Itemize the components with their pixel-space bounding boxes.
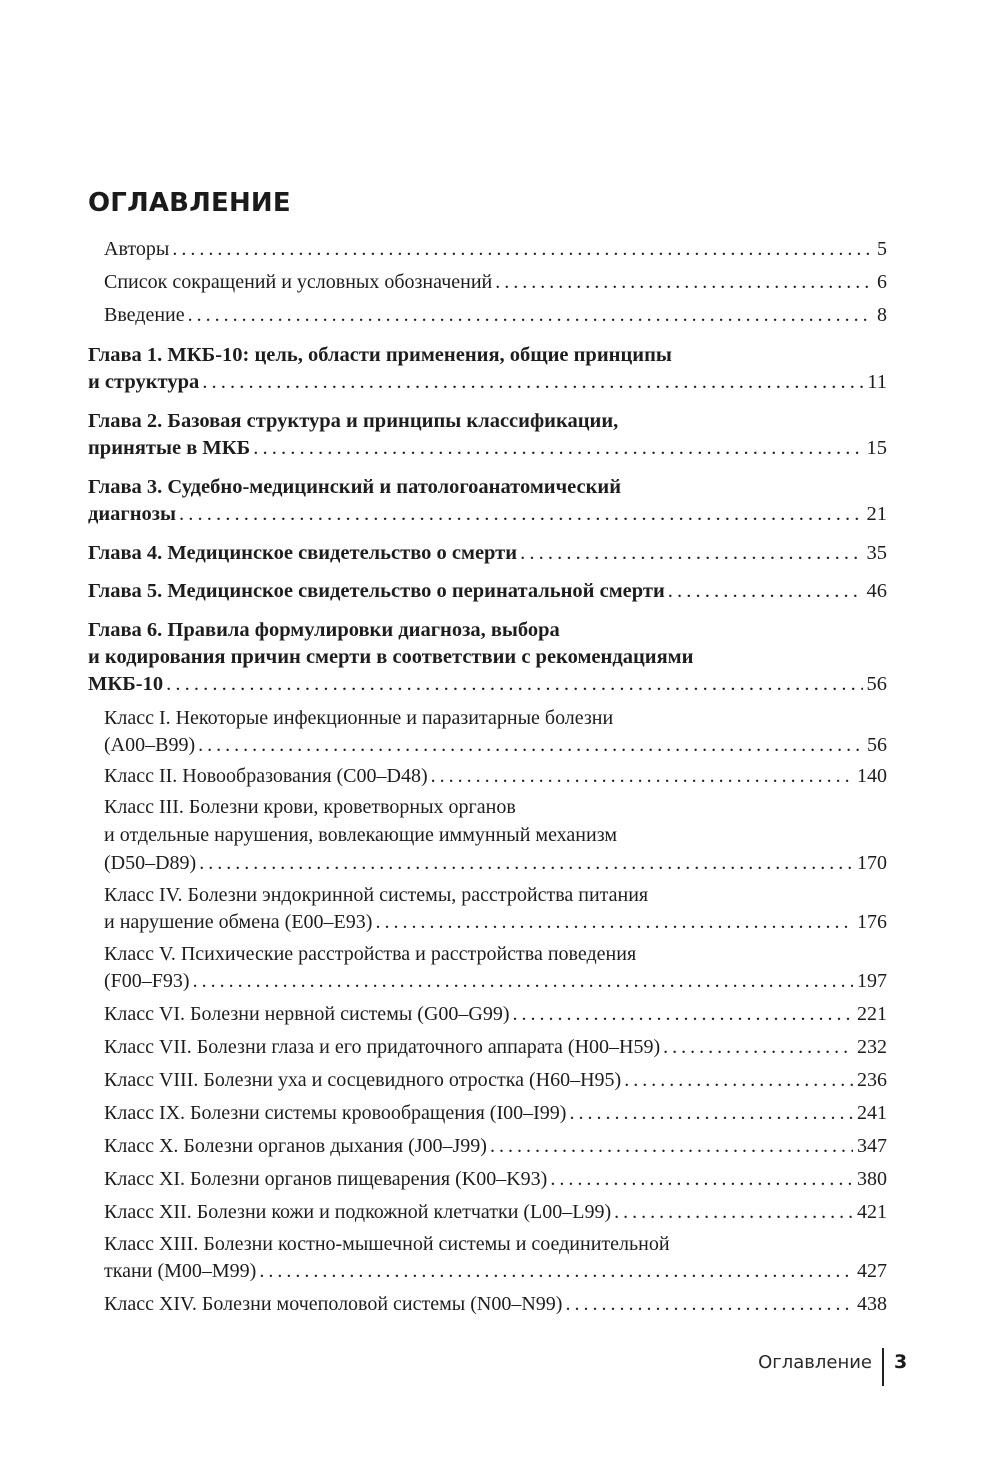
dot-leader [259, 1257, 853, 1285]
toc-entry-title: Введение [104, 304, 185, 326]
toc-page-number: 56 [867, 734, 887, 756]
dot-leader [188, 301, 873, 329]
toc-entry-class-4[interactable] [104, 908, 887, 936]
dot-leader [253, 434, 862, 462]
toc-entry-title: Глава 4. Медицинское свидетельство о смерти [88, 542, 518, 564]
dot-leader [495, 268, 873, 296]
toc-entry-title: диагнозы [88, 503, 177, 525]
footer-divider [882, 1348, 884, 1386]
toc-page-number: 241 [857, 1102, 887, 1124]
toc-entry-class-1[interactable] [104, 731, 887, 759]
dot-leader [520, 539, 862, 567]
toc-entry-title: Класс II. Новообразования (C00–D48) [104, 765, 428, 787]
toc-page-number: 6 [877, 271, 887, 293]
toc-page-number: 21 [866, 503, 887, 525]
dot-leader [565, 1290, 853, 1318]
toc-entry-title: и структура [88, 371, 200, 393]
toc-entry-class-6[interactable] [104, 1000, 887, 1028]
toc-chapter-2-line1[interactable]: Глава 2. Базовая структура и принципы классификации, [88, 410, 619, 432]
toc-entry-chapter-3[interactable] [88, 500, 887, 528]
toc-entry-title: (D50–D89) [104, 852, 197, 874]
toc-entry-class-7[interactable] [104, 1033, 887, 1061]
footer-page-number: 3 [894, 1351, 908, 1373]
toc-entry-title: МКБ-10 [88, 673, 164, 695]
dot-leader [668, 577, 863, 605]
toc-class-1-line1[interactable]: Класс I. Некоторые инфекционные и паразитарные болезни [104, 707, 614, 729]
toc-class-3-line2[interactable]: и отдельные нарушения, вовлекающие иммунный механизм [104, 824, 617, 846]
dot-leader [624, 1066, 853, 1094]
toc-page-number: 176 [857, 911, 887, 933]
toc-page-number: 380 [857, 1168, 887, 1190]
toc-class-4-line1[interactable]: Класс IV. Болезни эндокринной системы, расстройства питания [104, 884, 649, 906]
dot-leader [199, 849, 853, 877]
toc-page-number: 347 [857, 1135, 887, 1157]
dot-leader [166, 670, 862, 698]
toc-page-number: 35 [866, 542, 887, 564]
dot-leader [663, 1033, 853, 1061]
toc-page-number: 236 [857, 1069, 887, 1091]
toc-entry-title: (F00–F93) [104, 970, 190, 992]
toc-entry-chapter-6[interactable] [88, 670, 887, 698]
toc-class-13-line1[interactable]: Класс XIII. Болезни костно-мышечной системы и соединительной [104, 1233, 670, 1255]
toc-entry-title: Список сокращений и условных обозначений [104, 271, 493, 293]
toc-page-number: 197 [857, 970, 887, 992]
toc-entry-chapter-4[interactable] [88, 539, 887, 567]
toc-entry-title: Класс IX. Болезни системы кровообращения (I00–I99) [104, 1102, 567, 1124]
toc-entry-class-2[interactable] [104, 762, 887, 790]
dot-leader [431, 762, 853, 790]
toc-entry-class-11[interactable] [104, 1165, 887, 1193]
toc-entry-title: Глава 5. Медицинское свидетельство о перинатальной смерти [88, 580, 665, 602]
dot-leader [375, 908, 853, 936]
toc-page-number: 8 [877, 304, 887, 326]
dot-leader [193, 967, 853, 995]
toc-entry-title: Класс X. Болезни органов дыхания (J00–J99) [104, 1135, 487, 1157]
dot-leader [179, 500, 862, 528]
toc-entry-class-14[interactable] [104, 1290, 887, 1318]
toc-page-number: 11 [867, 371, 887, 393]
toc-page-number: 15 [866, 437, 887, 459]
dot-leader [172, 235, 873, 263]
toc-page-number: 427 [857, 1260, 887, 1282]
toc-entry-title: Класс XIV. Болезни мочеполовой системы (N00–N99) [104, 1293, 563, 1315]
toc-chapter-6-line1[interactable]: Глава 6. Правила формулировки диагноза, выбора [88, 619, 560, 641]
toc-chapter-3-line1[interactable]: Глава 3. Судебно-медицинский и патологоанатомический [88, 476, 622, 498]
toc-entry-title: Авторы [104, 238, 170, 260]
dot-leader [513, 1000, 854, 1028]
toc-page-number: 438 [857, 1293, 887, 1315]
toc-entry-title: принятые в МКБ [88, 437, 251, 459]
toc-page-number: 221 [857, 1003, 887, 1025]
toc-chapter-1-line1[interactable]: Глава 1. МКБ-10: цель, области применения, общие принципы [88, 344, 672, 366]
toc-page-number: 421 [857, 1201, 887, 1223]
dot-leader [202, 368, 863, 396]
toc-entry-title: Класс XI. Болезни органов пищеварения (K00–K93) [104, 1168, 548, 1190]
toc-entry-class-12[interactable] [104, 1198, 887, 1226]
dot-leader [198, 731, 863, 759]
footer-section-title: Оглавление [758, 1352, 872, 1373]
toc-entry-class-9[interactable] [104, 1099, 887, 1127]
toc-entry-class-13[interactable] [104, 1257, 887, 1285]
toc-chapter-6-line2[interactable]: и кодирования причин смерти в соответствии с рекомендациями [88, 646, 694, 668]
toc-entry-title: Класс VIII. Болезни уха и сосцевидного отростка (H60–H95) [104, 1069, 622, 1091]
toc-entry-title: и нарушение обмена (E00–E93) [104, 911, 373, 933]
running-footer [760, 1348, 920, 1384]
toc-entry-class-5[interactable] [104, 967, 887, 995]
dot-leader [614, 1198, 853, 1226]
toc-entry-title: Класс VII. Болезни глаза и его придаточного аппарата (H00–H59) [104, 1036, 661, 1058]
toc-entry-title: ткани (M00–M99) [104, 1260, 257, 1282]
toc-page-number: 46 [866, 580, 887, 602]
toc-entry-class-8[interactable] [104, 1066, 887, 1094]
toc-entry-authors[interactable] [104, 235, 887, 263]
toc-entry-chapter-5[interactable] [88, 577, 887, 605]
toc-entry-introduction[interactable] [104, 301, 887, 329]
toc-entry-title: (A00–B99) [104, 734, 196, 756]
toc-entry-chapter-1[interactable] [88, 368, 887, 396]
toc-entry-class-10[interactable] [104, 1132, 887, 1160]
toc-entry-title: Класс XII. Болезни кожи и подкожной клетчатки (L00–L99) [104, 1201, 612, 1223]
toc-entry-abbreviations[interactable] [104, 268, 887, 296]
dot-leader [569, 1099, 853, 1127]
toc-class-5-line1[interactable]: Класс V. Психические расстройства и расстройства поведения [104, 943, 637, 965]
dot-leader [550, 1165, 853, 1193]
toc-class-3-line1[interactable]: Класс III. Болезни крови, кроветворных органов [104, 796, 516, 818]
toc-page-number: 140 [857, 765, 887, 787]
toc-page-number: 170 [857, 852, 887, 874]
toc-entry-chapter-2[interactable] [88, 434, 887, 462]
toc-heading: ОГЛАВЛЕНИЕ [88, 188, 291, 218]
toc-entry-title: Класс VI. Болезни нервной системы (G00–G99) [104, 1003, 510, 1025]
dot-leader [490, 1132, 853, 1160]
toc-entry-class-3[interactable] [104, 849, 887, 877]
toc-page-number: 5 [877, 238, 887, 260]
toc-page-number: 232 [857, 1036, 887, 1058]
toc-page-number: 56 [866, 673, 887, 695]
